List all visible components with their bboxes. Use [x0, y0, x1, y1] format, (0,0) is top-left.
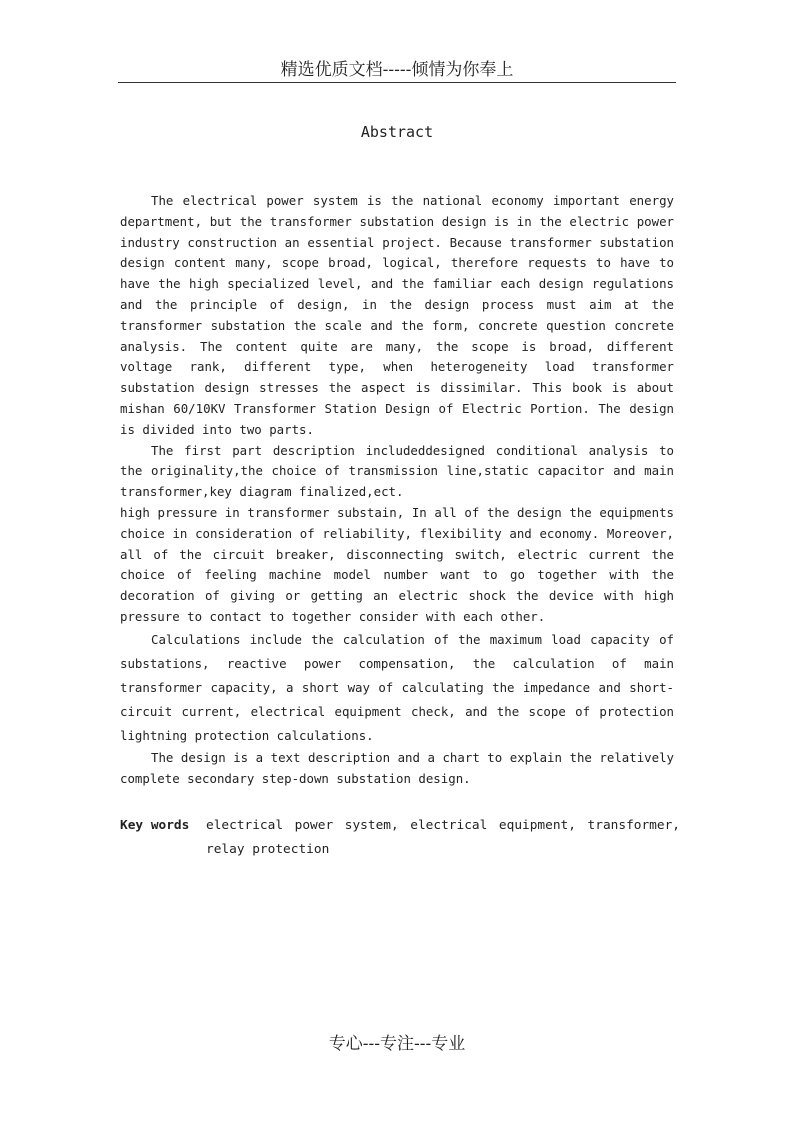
- keywords-label: Key words: [120, 818, 190, 833]
- page-header: [118, 58, 676, 83]
- page-footer: [118, 1032, 676, 1056]
- header-text: 精选优质文档-----倾情为你奉上: [280, 60, 514, 80]
- keywords-block: [120, 814, 680, 862]
- abstract-paragraph-2: The first part description includeddesigned conditional analysis to the originality,the choice of transmission line,static capacitor and main transformer,key diagram finalized,ect.: [120, 442, 674, 500]
- abstract-paragraph-4: Calculations include the calculation of the maximum load capacity of substations, reactive power compensation, the calculation of main transformer capacity, a short way of calculating the impedance and short-circuit current, electrical equipment check, and the scope of protection lightning protection calculations.: [120, 631, 674, 743]
- keywords-text: electrical power system, electrical equipment, transformer, relay protection: [206, 818, 680, 857]
- abstract-title: Abstract: [360, 123, 434, 141]
- abstract-paragraph-3: high pressure in transformer substain, In all of the design the equipments choice in consideration of reliability, flexibility and economy. Moreover, all of the circuit breaker, disconnecting switch, electric current the choice of feeling machine model number want to go together with the decoration of giving or getting an electric shock the device with high pressure to contact to together consider with each other.: [120, 504, 674, 624]
- abstract-body: [120, 191, 674, 789]
- abstract-paragraph-5: The design is a text description and a chart to explain the relatively complete secondary step-down substation design.: [120, 749, 674, 786]
- footer-text: 专心---专注---专业: [328, 1034, 466, 1054]
- abstract-paragraph-1: The electrical power system is the national economy important energy department, but the transformer substation design is in the electric power industry construction an essential project. Because transformer substation design content many, scope broad, logical, therefore requests to have to have the high specialized level, and the familiar each design regulations and the principle of design, in the design process must aim at the transformer substation the scale and the form, concrete question concrete analysis. The content quite are many, the scope is broad, different voltage rank, different type, when heterogeneity load transformer substation design stresses the aspect is dissimilar. This book is about mishan 60/10KV Transformer Station Design of Electric Portion. The design is divided into two parts.: [120, 193, 674, 437]
